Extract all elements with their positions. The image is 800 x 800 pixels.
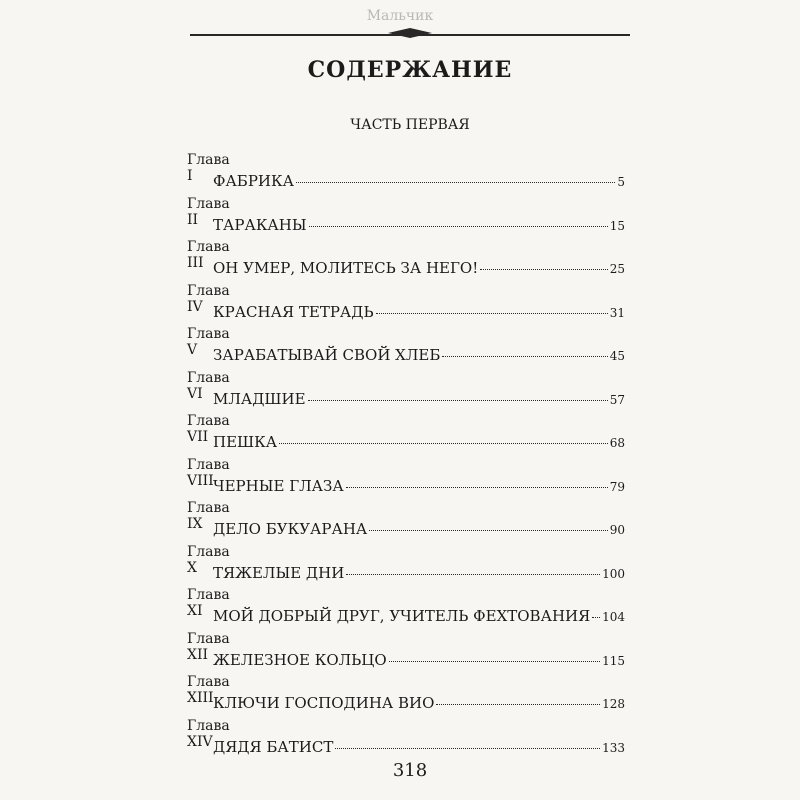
chapter-title: ТЯЖЕЛЫЕ ДНИ — [213, 563, 345, 582]
chapter-label: Глава IV — [187, 282, 230, 315]
chapter-page-number: 68 — [609, 436, 625, 450]
chapter-label: Глава VII — [187, 413, 230, 445]
chapter-title: ЗАРАБАТЫВАЙ СВОЙ ХЛЕБ — [213, 346, 441, 364]
chapter-page-number: 15 — [609, 218, 625, 233]
dot-leader — [335, 748, 600, 749]
dot-leader — [436, 704, 600, 705]
toc-entry — [213, 477, 625, 495]
toc-entry — [213, 390, 625, 408]
toc-entry — [213, 172, 625, 190]
chapter-label: Глава I — [187, 152, 230, 184]
chapter-label: Глава XII — [187, 630, 230, 663]
chapter-page-number: 90 — [609, 523, 625, 537]
chapter-title: ДЯДЯ БАТИСТ — [213, 737, 334, 756]
chapter-label: Глава X — [187, 543, 230, 576]
chapter-label: Глава II — [187, 195, 230, 228]
toc-entry — [213, 346, 625, 364]
toc-entry — [213, 607, 625, 625]
chapter-label: Глава V — [187, 326, 230, 358]
chapter-page-number: 104 — [602, 610, 625, 624]
dot-leader — [296, 182, 615, 183]
chapter-label: Глава IX — [187, 500, 230, 532]
chapter-label: Глава XIII — [187, 674, 230, 706]
chapter-page-number: 100 — [602, 566, 625, 581]
chapter-title: МОЙ ДОБРЫЙ ДРУГ, УЧИТЕЛЬ ФЕХТОВАНИЯ — [213, 607, 591, 625]
dot-leader — [279, 443, 608, 444]
chapter-page-number: 31 — [609, 305, 625, 320]
chapter-title: МЛАДШИЕ — [213, 389, 306, 408]
toc-entry — [213, 564, 625, 582]
chapter-page-number: 25 — [609, 262, 625, 276]
dot-leader — [309, 226, 608, 227]
page-title: СОДЕРЖАНИЕ — [307, 57, 513, 83]
part-heading: ЧАСТЬ ПЕРВАЯ — [350, 117, 470, 133]
chapter-title: ОН УМЕР, МОЛИТЕСЬ ЗА НЕГО! — [213, 259, 479, 277]
chapter-page-number: 45 — [609, 349, 625, 363]
running-head: Мальчик — [366, 8, 434, 24]
dot-leader — [442, 356, 607, 357]
chapter-label: Глава VI — [187, 369, 230, 402]
chapter-title: КРАСНАЯ ТЕТРАДЬ — [213, 302, 374, 321]
dot-leader — [346, 574, 600, 575]
dot-leader — [592, 617, 600, 618]
toc-entry — [213, 259, 625, 277]
dot-leader — [376, 313, 608, 314]
page-number: 318 — [392, 760, 428, 781]
chapter-label: Глава VIII — [187, 456, 230, 489]
chapter-page-number: 115 — [602, 653, 625, 668]
toc-entry — [213, 520, 625, 538]
dot-leader — [308, 400, 608, 401]
dot-leader — [369, 530, 607, 531]
chapter-label: Глава XI — [187, 587, 230, 619]
chapter-page-number: 128 — [602, 697, 625, 711]
chapter-page-number: 79 — [609, 479, 625, 494]
toc-entry — [213, 303, 625, 321]
chapter-label: Глава III — [187, 239, 230, 271]
chapter-title: КЛЮЧИ ГОСПОДИНА ВИО — [213, 694, 435, 712]
chapter-title: ПЕШКА — [213, 433, 278, 451]
toc-entry — [213, 738, 625, 756]
dot-leader — [389, 661, 600, 662]
chapter-title: ЧЕРНЫЕ ГЛАЗА — [213, 476, 344, 495]
chapter-page-number: 57 — [609, 392, 625, 407]
dot-leader — [480, 269, 607, 270]
chapter-title: ФАБРИКА — [213, 172, 294, 190]
toc-entry — [213, 433, 625, 451]
chapter-title: ДЕЛО БУКУАРАНА — [213, 520, 368, 538]
chapter-page-number: 133 — [602, 740, 625, 755]
header-ornament-icon — [388, 28, 432, 38]
chapter-page-number: 5 — [617, 175, 625, 189]
toc-entry — [213, 216, 625, 234]
toc-entry — [213, 694, 625, 712]
chapter-title: ЖЕЛЕЗНОЕ КОЛЬЦО — [213, 650, 387, 669]
chapter-title: ТАРАКАНЫ — [213, 215, 307, 234]
dot-leader — [346, 487, 608, 488]
chapter-label: Глава XIV — [187, 717, 230, 750]
toc-entry — [213, 651, 625, 669]
